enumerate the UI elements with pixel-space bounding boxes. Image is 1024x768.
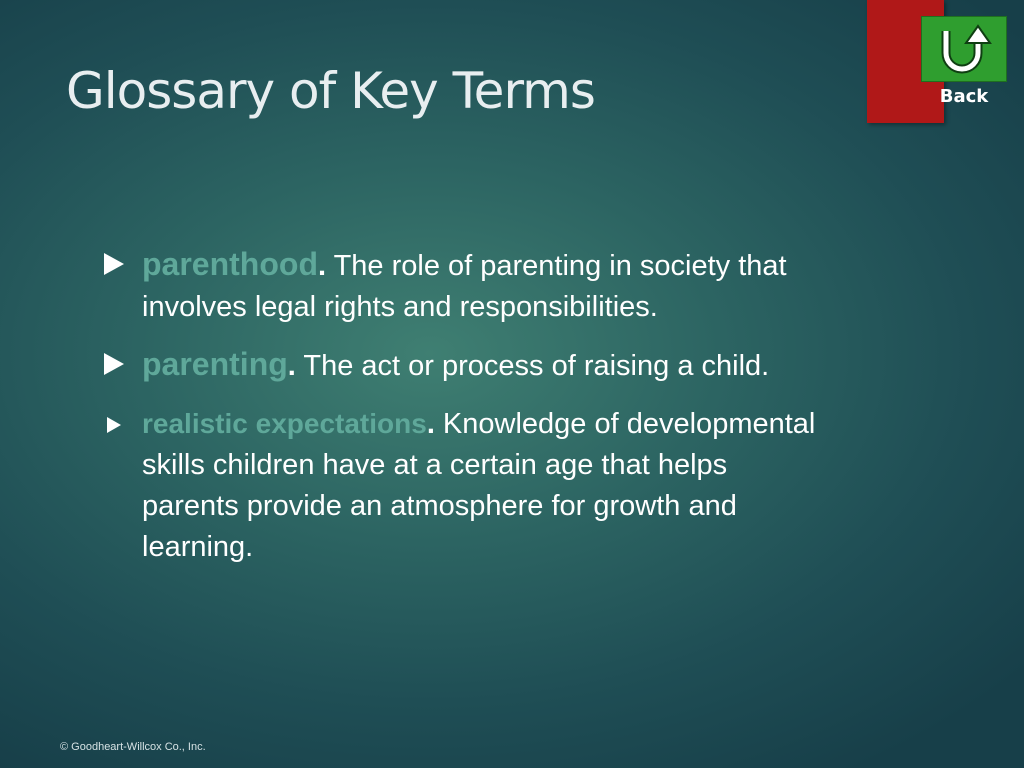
term-word: parenting: [142, 346, 288, 382]
glossary-item: [104, 244, 824, 328]
term-punct: .: [426, 408, 435, 440]
glossary-item: [104, 403, 824, 568]
back-button[interactable]: [921, 16, 1007, 112]
term-word: parenthood: [142, 246, 318, 282]
term-punct: .: [317, 250, 327, 282]
term-definition: The role of parenting in society that involves legal rights and responsibilities.: [142, 250, 787, 323]
term-definition: Knowledge of developmental skills children have at a certain age that helps parents provide an atmosphere for growth and learning.: [142, 408, 816, 563]
back-label[interactable]: Back: [939, 86, 989, 107]
glossary-item: [104, 344, 824, 387]
slide-title: Glossary of Key Terms: [66, 62, 595, 120]
glossary-list: [104, 244, 824, 584]
term-punct: .: [287, 350, 296, 382]
back-icon-box[interactable]: [921, 16, 1007, 82]
bullet-arrow-icon: [104, 253, 124, 275]
term-definition: The act or process of raising a child.: [295, 350, 770, 382]
copyright-footer: © Goodheart-Willcox Co., Inc.: [60, 741, 206, 753]
u-turn-arrow-icon: [936, 23, 992, 75]
bullet-arrow-icon: [104, 353, 124, 375]
term-word: realistic expectations: [142, 408, 427, 439]
bullet-arrow-icon: [107, 417, 121, 433]
